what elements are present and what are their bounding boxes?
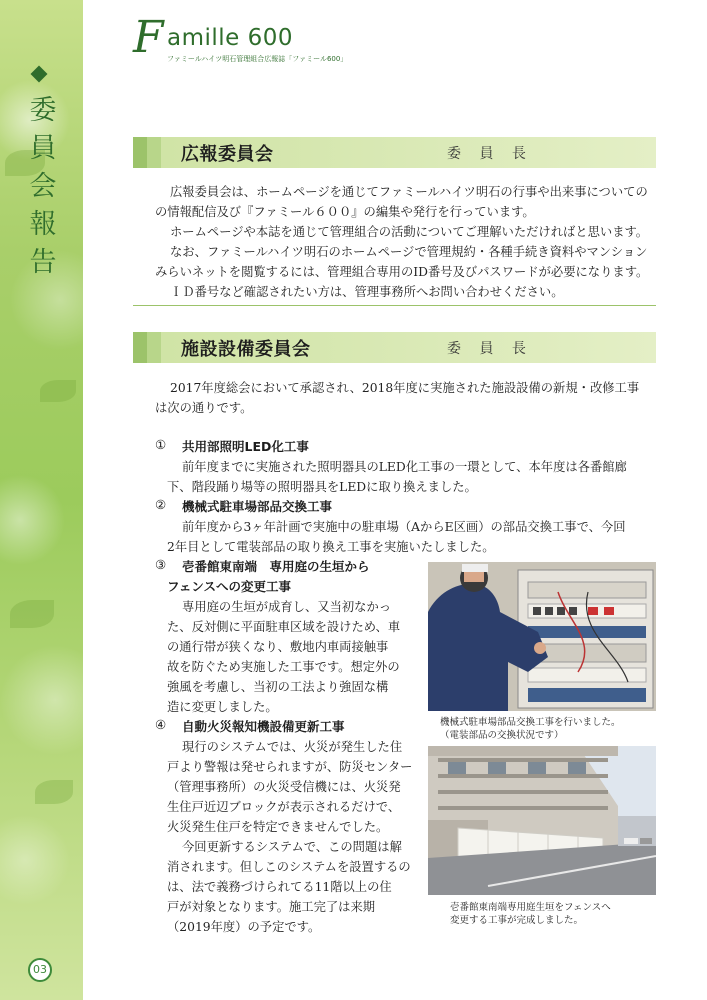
paragraph-line: 前年度から3ヶ年計画で実施中の駐車場（AからE区画）の部品交換工事で、今回 xyxy=(182,520,626,534)
item-title: 壱番館東南端 専用庭の生垣から xyxy=(182,559,370,574)
header-tab-accent xyxy=(147,332,161,363)
paragraph-line: た、反対側に平面駐車区域を設けため、車 xyxy=(167,620,401,634)
paragraph-line: ＩＤ番号など確認されたい方は、管理事務所へお問い合わせください。 xyxy=(170,285,564,299)
diamond-icon xyxy=(31,66,48,83)
paragraph-line: 現行のシステムでは、火災が発生した住 xyxy=(182,740,403,754)
paragraph-line: 故を防ぐため実施した工事です。想定外の xyxy=(167,660,400,674)
paragraph-line: は次の通りです。 xyxy=(155,401,253,415)
photo-illustration xyxy=(428,746,656,895)
leaf-decoration xyxy=(40,380,76,402)
paragraph-line: 造に変更しました。 xyxy=(167,700,278,714)
leaf-decoration xyxy=(35,780,73,804)
chair-label: 委 員 長 xyxy=(447,146,533,162)
item-number: ③ xyxy=(155,557,167,572)
chair-label: 委 員 長 xyxy=(447,341,533,357)
logo-text: amille 600 xyxy=(167,25,294,51)
section-header-facilities xyxy=(133,332,656,363)
paragraph-line: なお、ファミールハイツ明石のホームページで管理規約・各種手続き資料やマンション xyxy=(170,245,648,259)
photo-caption: 変更する工事が完成しました。 xyxy=(450,915,584,926)
page-number: 03 xyxy=(28,958,52,982)
item-title: 共用部照明LED化工事 xyxy=(182,439,309,454)
logo-subtitle: ファミールハイツ明石管理組合広報誌「ファミール600」 xyxy=(167,55,348,63)
section-divider xyxy=(133,305,656,306)
paragraph-line: 消されます。但しこのシステムを設置するの xyxy=(167,860,411,874)
paragraph-line: 今回更新するシステムで、この問題は解 xyxy=(182,840,402,854)
photo-parking-electrical-work xyxy=(428,562,656,711)
section-title: 広報委員会 xyxy=(181,144,274,165)
paragraph-line: 2年目として電装部品の取り換え工事を実施いたしました。 xyxy=(167,540,495,554)
paragraph-line: の通行帯が狭くなり、敷地内車両接触事 xyxy=(167,640,389,654)
paragraph-line: みらいネットを閲覧するには、管理組合専用のID番号及びパスワードが必要になります。 xyxy=(155,265,649,279)
paragraph-line: 戸より警報は発せられますが、防災センター xyxy=(167,760,413,774)
header-tab-accent xyxy=(147,137,161,168)
photo-caption: 壱番館東南端専用庭生垣をフェンスへ xyxy=(450,902,611,913)
paragraph-line: 下、階段踊り場等の照明器具をLEDに取り換えました。 xyxy=(167,480,477,494)
sidebar-title: 委員会報告 xyxy=(29,95,57,278)
photo-caption: 機械式駐車場部品交換工事を行いました。 xyxy=(440,717,621,728)
paragraph-line: ホームページや本誌を通じて管理組合の活動についてご理解いただければと思います。 xyxy=(170,225,649,239)
magazine-logo xyxy=(133,10,348,65)
item-number: ② xyxy=(155,497,167,512)
item-title: 機械式駐車場部品交換工事 xyxy=(182,499,333,514)
item-number: ④ xyxy=(155,717,167,732)
paragraph-line: 戸が対象となります。施工完了は来期 xyxy=(167,900,376,914)
paragraph-line: 前年度までに実施された照明器具のLED化工事の一環として、本年度は各番館廊 xyxy=(182,460,627,474)
photo-fence-completed xyxy=(428,746,656,895)
paragraph-line: 強風を考慮し、当初の工法より強固な構 xyxy=(167,680,389,694)
paragraph-line: （管理事務所）の火災受信機には、火災発 xyxy=(167,780,401,794)
paragraph-line: の情報配信及び『ファミール６００』の編集や発行を行っています。 xyxy=(155,205,535,219)
section-header-public-relations xyxy=(133,137,656,168)
item-title-continued: フェンスへの変更工事 xyxy=(167,579,292,594)
item-number: ① xyxy=(155,437,167,452)
paragraph-line: 2017年度総会において承認され、2018年度に実施された施設設備の新規・改修工事 xyxy=(170,381,640,395)
paragraph-line: 火災発生住戸を特定できませんでした。 xyxy=(167,820,389,834)
paragraph-line: 生住戸近辺ブロックが表示されるだけで、 xyxy=(167,800,401,814)
section-title: 施設設備委員会 xyxy=(181,339,311,360)
sidebar xyxy=(0,0,83,1000)
leaf-decoration xyxy=(10,600,54,628)
paragraph-line: 専用庭の生垣が成育し、又当初なかっ xyxy=(182,600,392,614)
photo-caption: （電装部品の交換状況です） xyxy=(440,730,564,741)
item-title: 自動火災報知機設備更新工事 xyxy=(182,719,345,734)
logo-letter: F xyxy=(133,12,164,63)
paragraph-line: （2019年度）の予定です。 xyxy=(167,920,321,934)
photo-illustration xyxy=(428,562,656,711)
paragraph-line: は、法で義務づけられてる11階以上の住 xyxy=(167,880,392,894)
paragraph-line: 広報委員会は、ホームページを通じてファミールハイツ明石の行事や出来事についての xyxy=(170,185,648,199)
